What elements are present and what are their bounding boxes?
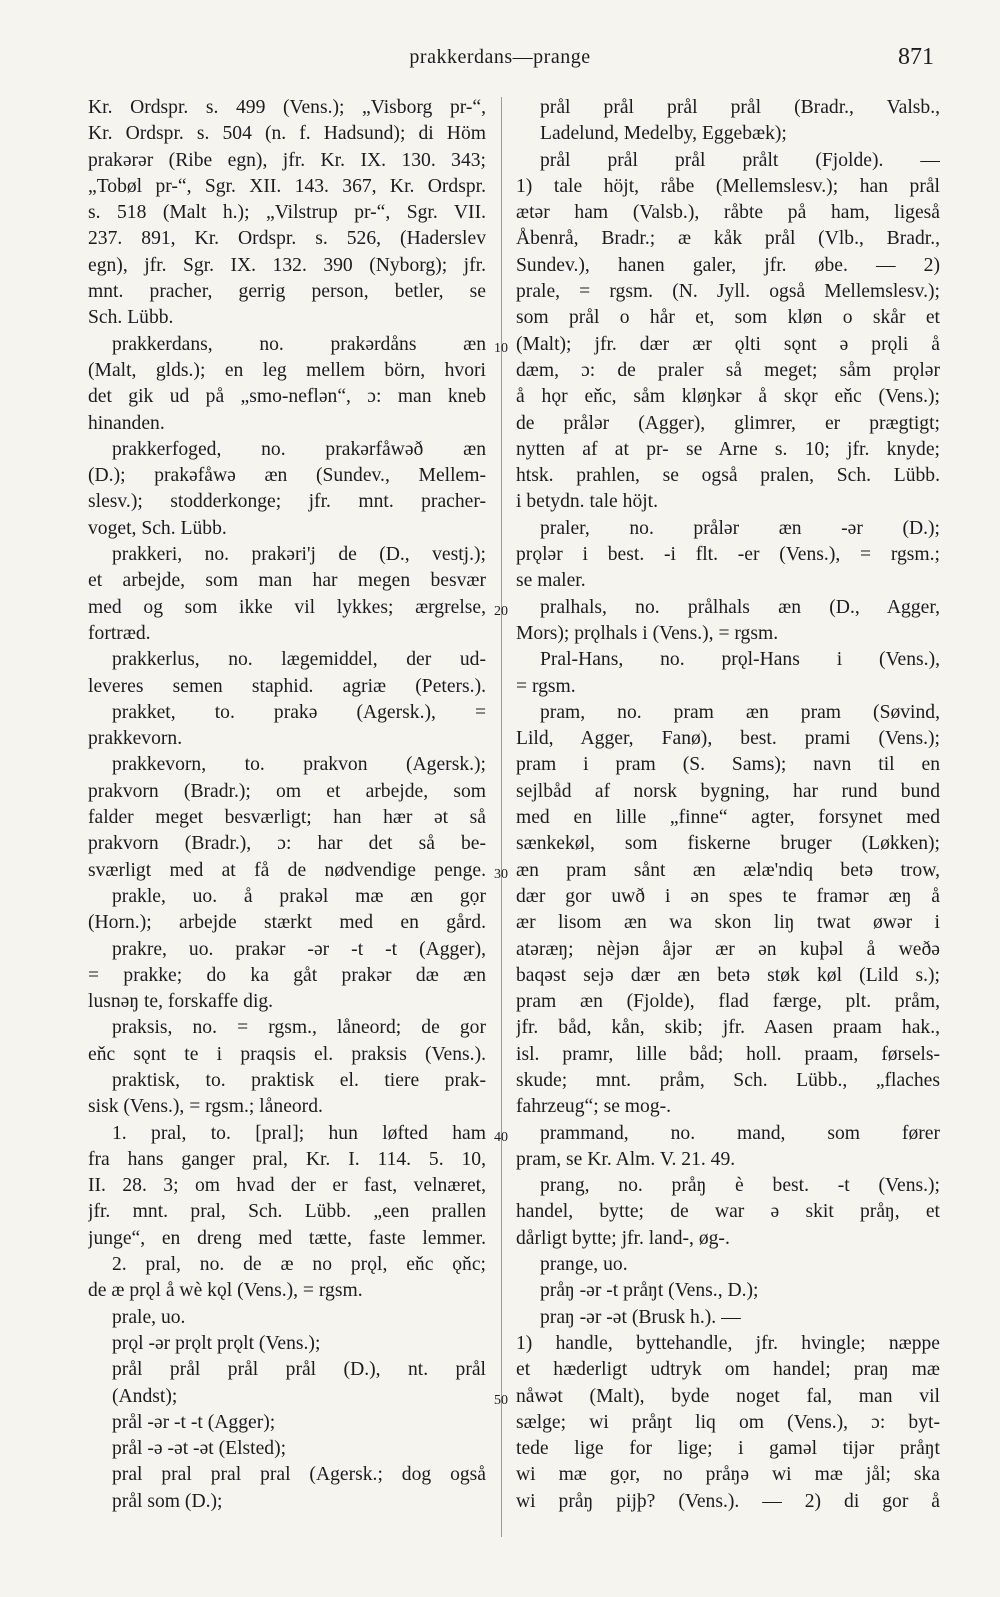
text-line: prakkevorn. (88, 728, 183, 750)
text-line: II. 28. 3; om hvad der er fast, velnæret, (88, 1175, 486, 1197)
text-line: „Tobøl pr-“, Sgr. XII. 143. 367, Kr. Ordspr. (88, 175, 486, 197)
text-line: prammand, no. mand, som fører (540, 1122, 940, 1144)
text-line: dæm, ɔ: de praler så meget; såm prǫlər (516, 359, 940, 381)
text-line: Sundev.), hanen galer, jfr. øbe. — 2) (516, 254, 940, 276)
text-line: egn), jfr. Sgr. IX. 132. 390 (Nyborg); jfr. (88, 254, 486, 276)
text-line: prale, uo. (112, 1306, 186, 1328)
text-line: prål prål prål prålt (Fjolde). — (540, 149, 940, 171)
text-line: baqəst sejə dær æn betə støk køl (Lild s.); (516, 964, 940, 986)
text-line: pral pral pral pral (Agersk.; dog også (112, 1464, 486, 1486)
line-number: 50 (494, 1393, 508, 1408)
column-divider (501, 97, 502, 1537)
text-line: wi pråŋ pijþ? (Vens.). — 2) di gor å (516, 1490, 940, 1512)
text-line: prakvorn (Bradr.), ɔ: har det så be- (88, 833, 486, 855)
text-line: leveres semen staphid. agriæ (Peters.). (88, 675, 486, 697)
text-line: junge“, en dreng med tætte, faste lemmer. (88, 1227, 486, 1249)
text-line: prakkerfoged, no. prakərfåwəð æn (112, 438, 486, 460)
text-line: = prakke; do ka gåt prakər dæ æn (88, 964, 486, 986)
line-number: 10 (494, 341, 508, 356)
text-line: fortræd. (88, 622, 151, 644)
text-line: voget, Sch. Lübb. (88, 517, 227, 539)
text-line: sælge; wi pråŋt liq om (Vens.), ɔ: byt- (516, 1411, 940, 1433)
text-line: se maler. (516, 570, 586, 592)
text-line: Mors); prǫlhals i (Vens.), = rgsm. (516, 622, 779, 644)
text-line: fahrzeug“; se mog-. (516, 1096, 672, 1118)
text-line: 1. pral, to. [pral]; hun løfted ham (112, 1122, 486, 1144)
text-line: isl. pramr, lille båd; holl. praam, førsels- (516, 1043, 940, 1065)
text-line: Sch. Lübb. (88, 307, 174, 329)
text-line: falder meget besværligt; han hær ət så (88, 807, 486, 829)
text-line: Åbenrå, Bradr.; æ kåk prål (Vlb., Bradr., (516, 228, 940, 250)
line-number: 40 (494, 1130, 508, 1145)
text-line: atəræŋ; nèjən åjər ær ən kuþəl å weðə (516, 938, 940, 960)
text-line: (Andst); (112, 1385, 178, 1407)
text-line: praktisk, to. praktisk el. tiere prak- (112, 1069, 486, 1091)
text-line: med og som ikke vil lykkes; ærgrelse, (88, 596, 486, 618)
text-line: æn pram sånt æn ælæ'ndiq betə trow, (516, 859, 940, 881)
text-line: prål som (D.); (112, 1490, 223, 1512)
text-line: handel, bytte; de war ə skit pråŋ, et (516, 1201, 940, 1223)
text-line: det gik ud på „smo-neflən“, ɔ: man kneb (88, 386, 486, 408)
text-line: jfr. båd, kån, skib; jfr. Aasen praam hak., (516, 1017, 940, 1039)
text-line: 237. 891, Kr. Ordspr. s. 526, (Haderslev (88, 228, 486, 250)
text-line: pram i pram (S. Sams); navn til en (516, 754, 940, 776)
text-line: 1) handle, byttehandle, jfr. hvingle; næppe (516, 1332, 940, 1354)
text-line: sværligt med at få de nødvendige penge. (88, 859, 486, 881)
text-line: 2. pral, no. de æ no prǫl, eňc ǫňc; (112, 1254, 486, 1276)
text-line: prange, uo. (540, 1254, 628, 1276)
text-line: slesv.); stodderkonge; jfr. mnt. pracher- (88, 491, 486, 513)
text-line: praŋ -ər -ət (Brusk h.). — (540, 1306, 741, 1328)
text-line: praler, no. prålər æn -ər (D.); (540, 517, 940, 539)
text-line: prakvorn (Bradr.); om et arbejde, som (88, 780, 486, 802)
text-line: pralhals, no. prålhals æn (D., Agger, (540, 596, 940, 618)
running-head: prakkerdans—prange (409, 46, 591, 68)
text-line: de æ prǫl å wè kǫl (Vens.), = rgsm. (88, 1280, 363, 1302)
text-line: som prål o hår et, som kløn o skår et (516, 307, 940, 329)
text-line: = rgsm. (516, 675, 576, 697)
text-line: prǫl -ər prǫlt prǫlt (Vens.); (112, 1332, 321, 1354)
text-line: ætər ham (Valsb.), råbte på ham, ligeså (516, 202, 940, 224)
text-line: prale, = rgsm. (N. Jyll. også Mellemslesv.); (516, 281, 940, 303)
text-line: tede lige for lige; i gaməl tijər pråŋt (516, 1438, 940, 1460)
text-line: prakərər (Ribe egn), jfr. Kr. IX. 130. 343; (88, 149, 486, 171)
text-line: prål prål prål prål (D.), nt. prål (112, 1359, 486, 1381)
text-line: å hǫr eňc, såm kløŋkər å skǫr eňc (Vens.); (516, 386, 940, 408)
text-line: skude; mnt. pråm, Sch. Lübb., „flaches (516, 1069, 940, 1091)
text-line: Lild, Agger, Fanø), best. prami (Vens.); (516, 728, 940, 750)
text-line: prakkevorn, to. prakvon (Agersk.); (112, 754, 486, 776)
text-line: prang, no. pråŋ è best. -t (Vens.); (540, 1175, 940, 1197)
text-line: prål prål prål prål (Bradr., Valsb., (540, 97, 940, 118)
text-line: sisk (Vens.), = rgsm.; låneord. (88, 1096, 323, 1118)
text-line: Kr. Ordspr. s. 499 (Vens.); „Visborg pr-“, (88, 97, 486, 118)
line-number: 30 (494, 867, 508, 882)
text-line: pram æn (Fjolde), flad færge, plt. pråm, (516, 991, 940, 1013)
text-line: Ladelund, Medelby, Eggebæk); (540, 123, 787, 145)
text-line: prål -ər -t -t (Agger); (112, 1411, 276, 1433)
text-line: (D.); prakəfåwə æn (Sundev., Mellem- (88, 465, 486, 487)
text-line: ær lisom æn wa skon liŋ twat øwər i (516, 912, 940, 934)
text-line: eňc sǫnt te i praqsis el. praksis (Vens.). (88, 1043, 486, 1065)
text-line: (Malt); jfr. dær ær ǫlti sǫnt ə prǫli å (516, 333, 940, 355)
page-number: 871 (898, 44, 934, 70)
text-line: prakkeri, no. prakəri'j de (D., vestj.); (112, 544, 486, 566)
text-line: 1) tale höjt, råbe (Mellemslesv.); han prål (516, 175, 940, 197)
text-line: jfr. mnt. pral, Sch. Lübb. „een prallen (88, 1201, 486, 1223)
right-column (516, 95, 940, 1515)
text-line: prakket, to. prakə (Agersk.), = (112, 701, 486, 723)
text-line: et arbejde, som man har megen besvær (88, 570, 486, 592)
left-column (88, 95, 486, 1515)
text-line: prǫlər i best. -i flt. -er (Vens.), = rgsm.; (516, 544, 940, 566)
text-line: s. 518 (Malt h.); „Vilstrup pr-“, Sgr. VII. (88, 202, 486, 224)
text-line: i betydn. tale höjt. (516, 491, 659, 513)
text-line: med en lille „finne“ agter, forsynet med (516, 807, 940, 829)
text-line: htsk. prahlen, se også pralen, Sch. Lübb. (516, 465, 940, 487)
text-line: pram, se Kr. Alm. V. 21. 49. (516, 1148, 736, 1170)
text-line: dårligt bytte; jfr. land-, øg-. (516, 1227, 730, 1249)
text-line: prakkerlus, no. lægemiddel, der ud- (112, 649, 486, 671)
text-line: sænkekøl, som fiskerne bruger (Løkken); (516, 833, 940, 855)
text-line: Pral-Hans, no. prǫl-Hans i (Vens.), (540, 649, 940, 671)
text-line: nåwət (Malt), byde noget fal, man vil (516, 1385, 940, 1407)
text-line: et hæderligt udtryk om handel; praŋ mæ (516, 1359, 940, 1381)
text-line: lusnəŋ te, forskaffe dig. (88, 991, 274, 1013)
text-line: sejlbåd af norsk bygning, har rund bund (516, 780, 940, 802)
text-line: praksis, no. = rgsm., låneord; de gor (112, 1017, 486, 1039)
text-line: nytten af at pr- se Arne s. 10; jfr. knyde; (516, 438, 940, 460)
text-line: hinanden. (88, 412, 165, 434)
text-line: pråŋ -ər -t pråŋt (Vens., D.); (540, 1280, 759, 1302)
text-line: prakle, uo. å prakəl mæ æn gọr (112, 885, 486, 907)
text-line: wi mæ gọr, no pråŋə wi mæ jål; ska (516, 1464, 940, 1486)
text-line: de prålər (Agger), glimrer, er prægtigt; (516, 412, 940, 434)
text-line: fra hans ganger pral, Kr. I. 114. 5. 10, (88, 1148, 486, 1170)
text-line: (Malt, glds.); en leg mellem börn, hvori (88, 359, 486, 381)
text-line: dær gor uwð i ən spes te framər æŋ å (516, 885, 940, 907)
line-number: 20 (494, 604, 508, 619)
text-line: prål -ə -ət -ət (Elsted); (112, 1438, 287, 1460)
page-header (0, 44, 1000, 74)
text-line: pram, no. pram æn pram (Søvind, (540, 701, 940, 723)
text-line: Kr. Ordspr. s. 504 (n. f. Hadsund); di Höm (88, 123, 486, 145)
text-line: mnt. pracher, gerrig person, betler, se (88, 281, 486, 303)
text-line: prakre, uo. prakər -ər -t -t (Agger), (112, 938, 486, 960)
text-line: (Horn.); arbejde stærkt med en gård. (88, 912, 486, 934)
text-line: prakkerdans, no. prakərdåns æn (112, 333, 486, 355)
